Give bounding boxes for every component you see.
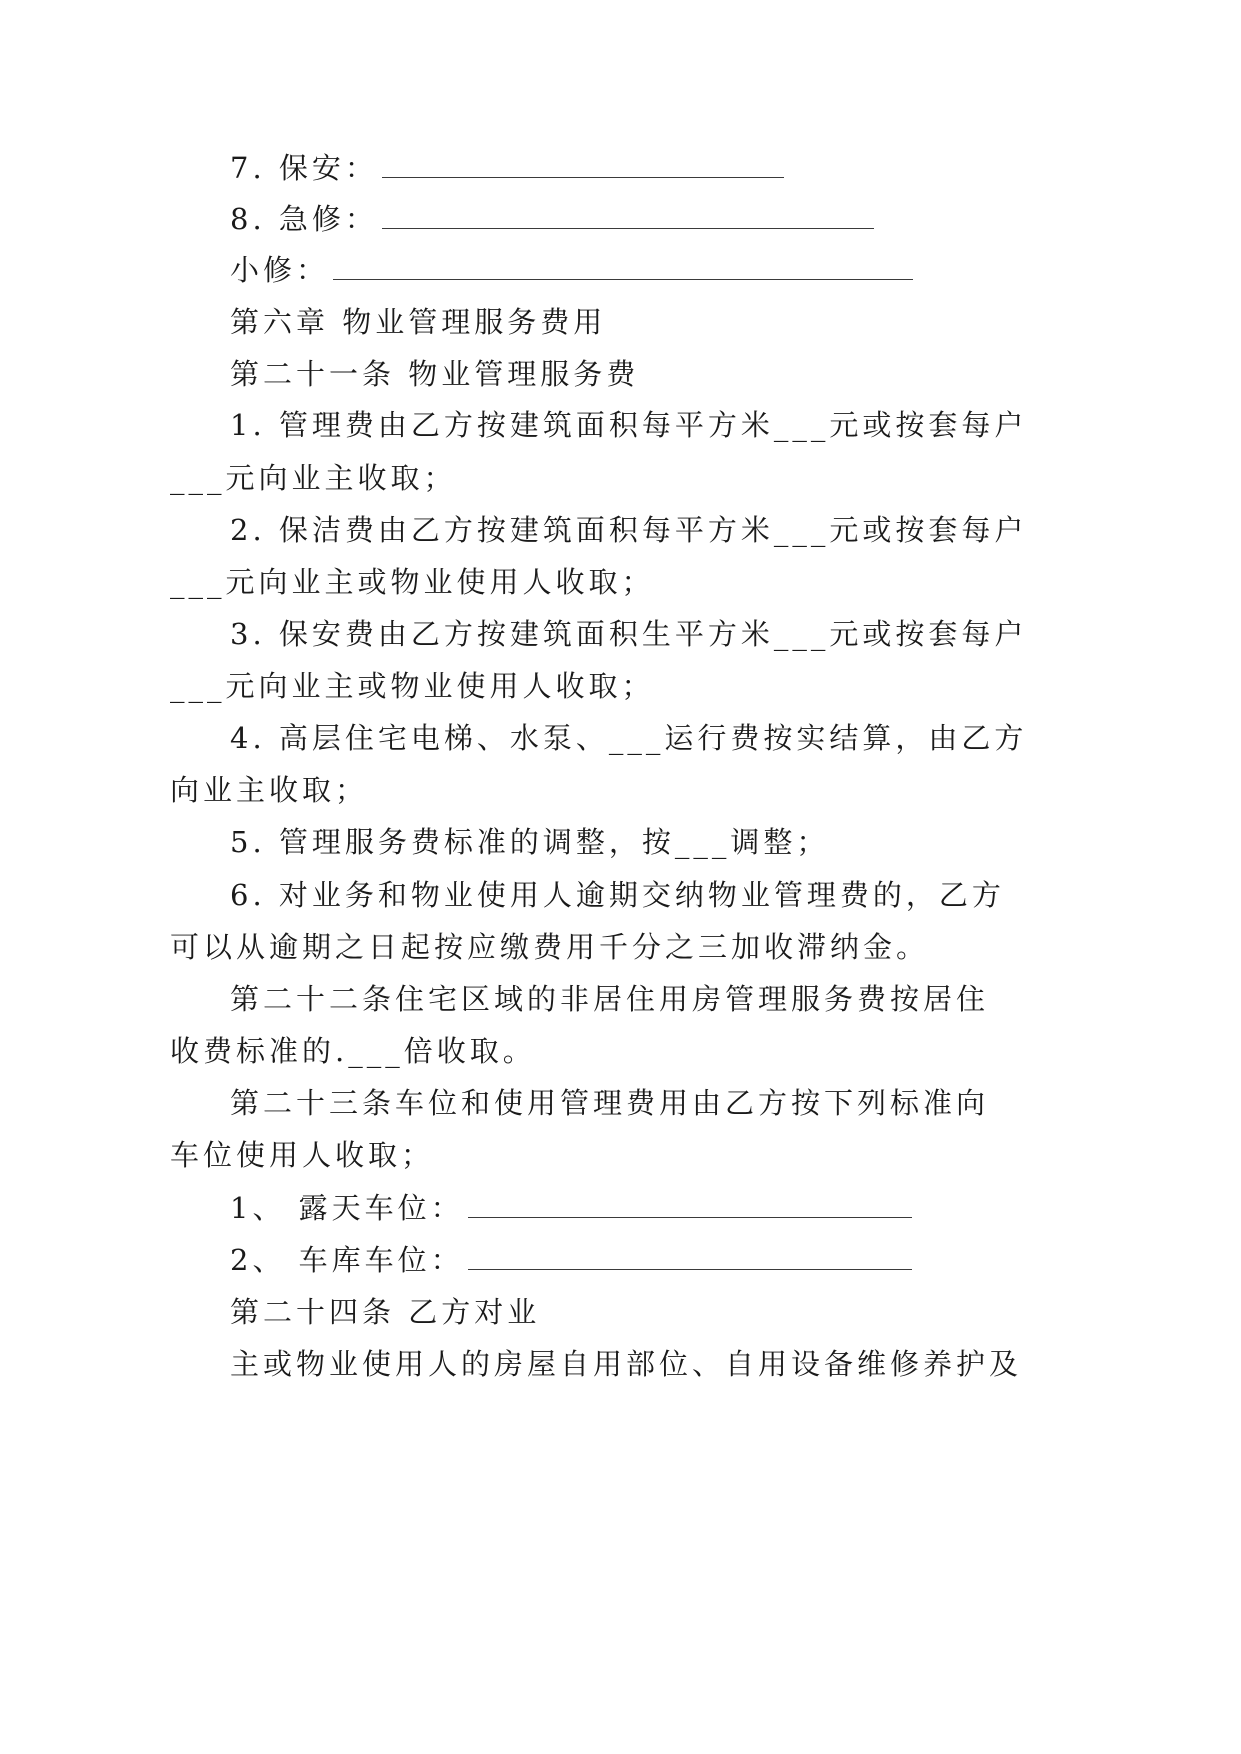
line-text: 小修： [230,253,330,287]
article-24-heading: 第二十四条 乙方对业 [230,1295,541,1329]
article-21-heading: 第二十一条 物业管理服务费 [230,357,640,391]
paragraph-line: 第二十三条车位和使用管理费用由乙方按下列标准向 [230,1086,990,1120]
paragraph-line: 向业主收取； [170,773,369,807]
paragraph-line: 车位使用人收取； [170,1138,435,1172]
item-7-security [230,148,784,188]
line-text: 1、 露天车位： [230,1191,464,1225]
paragraph-line: 2. 保洁费由乙方按建筑面积每平方米___元或按套每户 [230,513,1028,547]
line-text: 8. 急修： [230,202,378,236]
paragraph-line: 1. 管理费由乙方按建筑面积每平方米___元或按套每户 [230,408,1028,442]
line-text: 7. 保安： [230,151,378,185]
fill-blank [382,206,874,229]
paragraph-line: 4. 高层住宅电梯、水泵、___运行费按实结算，由乙方 [230,721,1028,755]
parking-garage [230,1240,912,1280]
line-text: 2、 车库车位： [230,1243,464,1277]
paragraph-line: 主或物业使用人的房屋自用部位、自用设备维修养护及 [230,1347,1023,1381]
paragraph-line: 收费标准的.___倍收取。 [170,1034,536,1068]
paragraph-line: 5. 管理服务费标准的调整，按___调整； [230,825,830,859]
fill-blank [468,1195,912,1218]
paragraph-line: ___元向业主收取； [170,461,457,495]
paragraph-line: 可以从逾期之日起按应缴费用千分之三加收滞纳金。 [170,930,930,964]
fill-blank [382,155,784,178]
paragraph-line: ___元向业主或物业使用人收取； [170,565,655,599]
item-minor-repair [230,250,913,290]
parking-outdoor [230,1188,912,1228]
fill-blank [333,257,913,280]
paragraph-line: ___元向业主或物业使用人收取； [170,669,655,703]
paragraph-line: 第二十二条住宅区域的非居住用房管理服务费按居住 [230,982,990,1016]
chapter-heading: 第六章 物业管理服务费用 [230,305,607,339]
item-8-emergency-repair [230,199,874,239]
paragraph-line: 6. 对业务和物业使用人逾期交纳物业管理费的，乙方 [230,878,1005,912]
paragraph-line: 3. 保安费由乙方按建筑面积生平方米___元或按套每户 [230,617,1028,651]
fill-blank [468,1247,912,1270]
